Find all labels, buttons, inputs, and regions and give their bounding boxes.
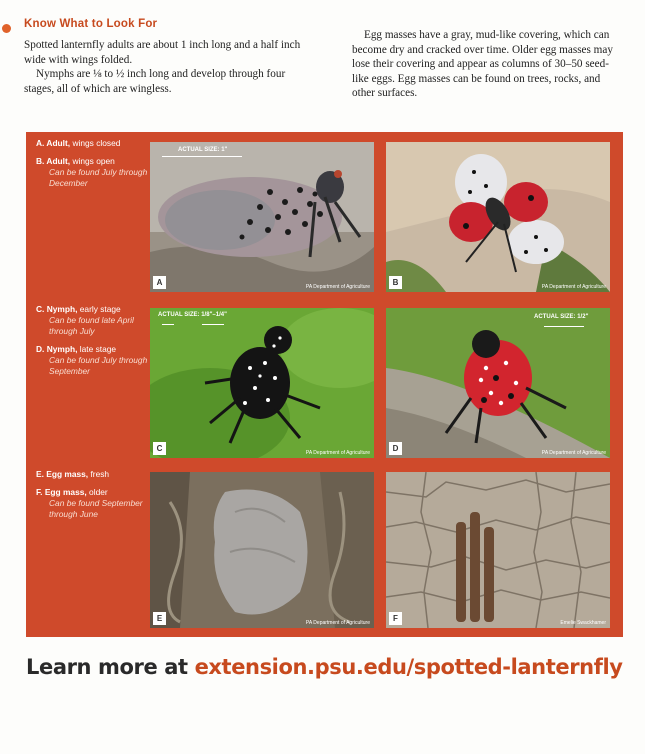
caption-b-note: wings open: [70, 156, 115, 166]
intro-text: [24, 38, 314, 96]
caption-c: [36, 304, 148, 337]
adult-lanternfly-open-image: [386, 142, 610, 292]
photo-letter-c: C: [153, 442, 166, 455]
photo-adult-wings-closed: [150, 142, 374, 292]
intro-paragraph-adults: Spotted lanternfly adults are about 1 inch long and a half inch wide with wings folded.: [24, 39, 301, 66]
caption-e-note: fresh: [88, 469, 110, 479]
caption-d: [36, 344, 148, 377]
photo-letter-f: F: [389, 612, 402, 625]
photo-credit-e: PA Department of Agriculture: [305, 620, 370, 626]
caption-a-note: wings closed: [70, 138, 121, 148]
caption-f: [36, 487, 148, 520]
late-nymph-image: [386, 308, 610, 458]
photo-letter-b: B: [389, 276, 402, 289]
older-egg-mass-image: [386, 472, 610, 628]
size-scale-bar: [162, 156, 242, 157]
caption-f-title: F. Egg mass,: [36, 487, 87, 497]
section-heading: Know What to Look For: [24, 18, 158, 30]
egg-mass-paragraph: Egg masses have a gray, mud-like covering, which can become dry and cracked over time. Older egg masses may lose their covering and appear as columns of 30–50 seed-like eggs. Egg masses can be found on trees, rocks, and other surfaces.: [352, 29, 613, 99]
photo-letter-e: E: [153, 612, 166, 625]
early-nymph-image: [150, 308, 374, 458]
caption-a-title: A. Adult,: [36, 138, 71, 148]
caption-e-title: E. Egg mass,: [36, 469, 89, 479]
learn-more-url[interactable]: extension.psu.edu/spotted-lanternfly: [194, 655, 623, 679]
caption-d-season: Can be found July through September: [49, 355, 148, 376]
adult-lanternfly-closed-image: [150, 142, 374, 292]
photo-egg-mass-fresh: [150, 472, 374, 628]
caption-a: [36, 138, 148, 149]
photo-nymph-early: [150, 308, 374, 458]
size-scale-bar-large: [202, 324, 224, 325]
size-label-d: ACTUAL SIZE: 1/2": [534, 314, 589, 320]
size-scale-bar-d: [544, 326, 584, 327]
size-label-a: ACTUAL SIZE: 1": [178, 147, 228, 153]
photo-panel: [26, 132, 623, 637]
intro-paragraph-nymphs: Nymphs are ⅛ to ½ inch long and develop through four stages, all of which are wingless.: [24, 68, 286, 95]
caption-d-note: late stage: [77, 344, 117, 354]
learn-more-banner: [26, 655, 623, 679]
bullet-dot-icon: [2, 24, 11, 33]
photo-letter-a: A: [153, 276, 166, 289]
caption-d-title: D. Nymph,: [36, 344, 78, 354]
caption-e: [36, 469, 148, 480]
caption-f-note: older: [86, 487, 108, 497]
photo-nymph-late: [386, 308, 610, 458]
caption-ef-season: Can be found September through June: [49, 498, 143, 519]
caption-c-note: early stage: [77, 304, 121, 314]
photo-adult-wings-open: [386, 142, 610, 292]
photo-credit-c: PA Department of Agriculture: [305, 450, 370, 456]
photo-credit-b: PA Department of Agriculture: [541, 284, 606, 290]
caption-c-title: C. Nymph,: [36, 304, 78, 314]
learn-more-prefix: Learn more at: [26, 655, 195, 679]
caption-b: [36, 156, 148, 189]
photo-credit-d: PA Department of Agriculture: [541, 450, 606, 456]
photo-egg-mass-older: [386, 472, 610, 628]
photo-letter-d: D: [389, 442, 402, 455]
fresh-egg-mass-image: [150, 472, 374, 628]
photo-credit-f: Emelie Swackhamer: [560, 620, 606, 626]
size-scale-bar-small: [162, 324, 174, 325]
caption-c-season: Can be found late April through July: [49, 315, 134, 336]
size-label-c: ACTUAL SIZE: 1/8"–1/4": [158, 312, 227, 318]
photo-credit-a: PA Department of Agriculture: [305, 284, 370, 290]
caption-ab-season: Can be found July through December: [49, 167, 148, 188]
caption-b-title: B. Adult,: [36, 156, 71, 166]
